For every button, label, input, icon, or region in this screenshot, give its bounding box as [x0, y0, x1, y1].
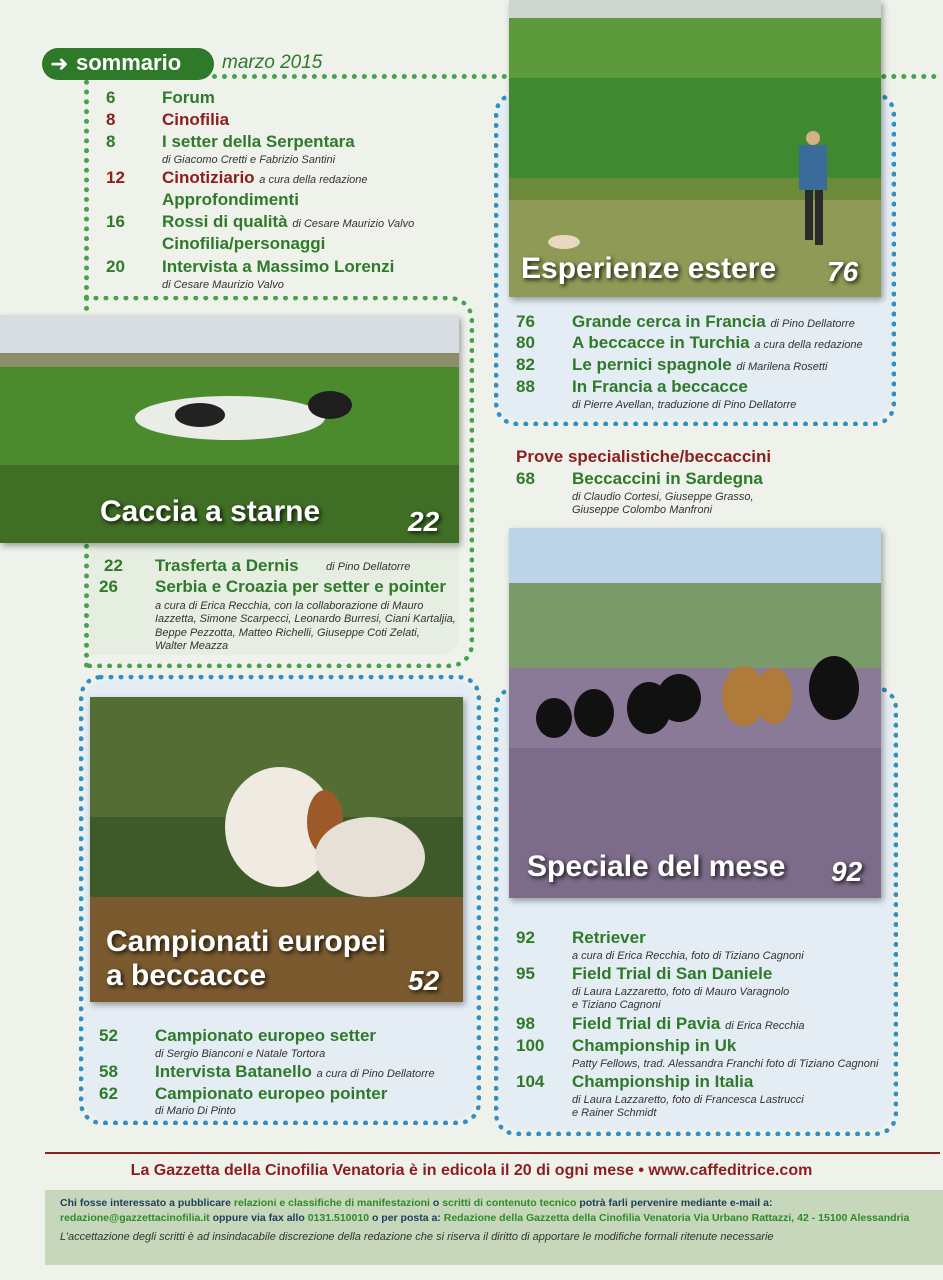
- toc-title-text: Field Trial di Pavia: [572, 1014, 721, 1033]
- toc-num: 16: [106, 212, 125, 231]
- toc-num: 68: [516, 469, 535, 488]
- toc-num: 104: [516, 1072, 545, 1091]
- toc-title: [572, 355, 827, 375]
- photo-page-num: 22: [408, 506, 440, 537]
- photo-speciale: [509, 528, 881, 898]
- toc-author: Giuseppe Colombo Manfroni: [572, 504, 713, 516]
- toc-author: a cura di Erica Recchia, foto di Tiziano Cagnoni: [572, 950, 804, 962]
- footer-disclaimer: L’accettazione degli scritti è ad insindacabile discrezione della redazione che si riserva il diritto di apportare le modifiche formali ritenute necessarie: [60, 1231, 774, 1243]
- toc-author: e Rainer Schmidt: [572, 1107, 657, 1119]
- toc-author: a cura della redazione: [259, 174, 368, 186]
- toc-title: Forum: [162, 88, 215, 107]
- toc-title-text: Intervista Batanello: [155, 1062, 312, 1081]
- photo-page-num: 92: [831, 856, 863, 887]
- photo-title: Speciale del mese: [527, 850, 786, 883]
- arrow-right-icon: ➜: [50, 51, 69, 76]
- toc-num: 12: [106, 168, 125, 187]
- toc-author: a cura di Erica Recchia, con la collaborazione di Mauro: [155, 600, 424, 612]
- footer-text: o per posta a:: [369, 1212, 444, 1224]
- footer-email[interactable]: redazione@gazzettacinofilia.it: [60, 1212, 210, 1224]
- toc-num: 76: [516, 312, 535, 331]
- photo-campionati: [90, 697, 463, 1002]
- toc-author: di Erica Recchia: [725, 1020, 805, 1032]
- toc-title: [572, 1014, 805, 1034]
- footer-text: o: [429, 1197, 443, 1209]
- toc-num: 82: [516, 355, 535, 374]
- footer-rule: [45, 1152, 940, 1154]
- footer-line2: [60, 1212, 909, 1224]
- photo-title: Caccia a starne: [100, 495, 321, 528]
- toc-author: e Tiziano Cagnoni: [572, 999, 661, 1011]
- toc-num: 6: [106, 88, 116, 107]
- toc-title-text: A beccacce in Turchia: [572, 333, 750, 352]
- toc-author: a cura della redazione: [754, 339, 863, 351]
- toc-author: di Laura Lazzaretto, foto di Francesca Lastrucci: [572, 1094, 804, 1106]
- toc-title: In Francia a beccacce: [572, 377, 748, 396]
- toc-title-text: Cinotiziario: [162, 168, 255, 187]
- toc-author: di Pino Dellatorre: [770, 318, 855, 330]
- toc-title: I setter della Serpentara: [162, 132, 355, 151]
- toc-title: Beccaccini in Sardegna: [572, 469, 763, 488]
- toc-author: di Mario Di Pinto: [155, 1105, 236, 1117]
- toc-title: [572, 312, 855, 332]
- toc-author: di Claudio Cortesi, Giuseppe Grasso,: [572, 491, 754, 503]
- toc-title: [162, 212, 414, 232]
- toc-author: di Pino Dellatorre: [326, 561, 411, 573]
- toc-title-text: Grande cerca in Francia: [572, 312, 766, 331]
- toc-num: 95: [516, 964, 535, 983]
- toc-title: [572, 333, 863, 353]
- toc-author: Patty Fellows, trad. Alessandra Franchi foto di Tiziano Cagnoni: [572, 1058, 879, 1070]
- toc-author: di Giacomo Cretti e Fabrizio Santini: [162, 154, 336, 166]
- toc-author: a cura di Pino Dellatorre: [316, 1068, 435, 1080]
- toc-num: 100: [516, 1036, 545, 1055]
- toc-section: Cinofilia/personaggi: [162, 234, 326, 253]
- toc-author: di Laura Lazzaretto, foto di Mauro Varagnolo: [572, 986, 790, 998]
- toc-author: di Marilena Rosetti: [736, 361, 828, 373]
- toc-author: Beppe Pezzotta, Matteo Richelli, Giuseppe Coti Zelati,: [155, 627, 420, 639]
- footer-fax: 0131.510010: [307, 1212, 370, 1224]
- toc-num: 20: [106, 257, 125, 276]
- toc-title: [155, 1062, 435, 1082]
- sommario-badge: [42, 48, 214, 80]
- toc-author: Iazzetta, Simone Scarpecci, Leonardo Burresi, Ciani Kartaljia,: [155, 613, 456, 625]
- toc-num: 58: [99, 1062, 118, 1081]
- footer-text: oppure via fax allo: [209, 1212, 308, 1224]
- toc-title: Campionato europeo pointer: [155, 1084, 388, 1103]
- toc-section: Cinofilia: [162, 110, 230, 129]
- footer-text: Chi fosse interessato a pubblicare: [60, 1197, 234, 1209]
- toc-author: di Pierre Avellan, traduzione di Pino Dellatorre: [572, 399, 797, 411]
- toc-num: 8: [106, 132, 116, 151]
- photo-page-num: 52: [408, 965, 440, 996]
- toc-author: di Cesare Maurizio Valvo: [162, 279, 284, 291]
- photo-title: a beccacce: [106, 959, 267, 992]
- toc-author: Walter Meazza: [155, 640, 229, 652]
- photo-retrievers: [509, 528, 881, 898]
- footer-banner: La Gazzetta della Cinofilia Venatoria è in edicola il 20 di ogni mese • www.caffeditrice.com: [130, 1162, 813, 1179]
- toc-title-text: Le pernici spagnole: [572, 355, 732, 374]
- toc-section: Prove specialistiche/beccaccini: [516, 447, 772, 466]
- toc-title: Field Trial di San Daniele: [572, 964, 773, 983]
- toc-num: 92: [516, 928, 535, 947]
- toc-num: 52: [99, 1026, 118, 1045]
- toc-num: 26: [99, 577, 118, 596]
- toc-author: di Sergio Bianconi e Natale Tortora: [155, 1048, 326, 1060]
- footer-highlight: scritti di contenuto tecnico: [442, 1197, 577, 1209]
- toc-title: Intervista a Massimo Lorenzi: [162, 257, 395, 276]
- photo-caccia: [0, 315, 459, 543]
- issue-date: marzo 2015: [222, 52, 323, 73]
- toc-title: Championship in Italia: [572, 1072, 754, 1091]
- toc-num: 98: [516, 1014, 535, 1033]
- toc-num: 8: [106, 110, 116, 129]
- toc-title: Campionato europeo setter: [155, 1026, 377, 1045]
- toc-title: Retriever: [572, 928, 646, 947]
- footer-address: Redazione della Gazzetta della Cinofilia Venatoria Via Urbano Rattazzi, 42 - 15100 Alessandria: [443, 1212, 910, 1224]
- footer-highlight: relazioni e classifiche di manifestazioni: [233, 1197, 430, 1209]
- toc-title: [162, 168, 368, 188]
- photo-esperienze: [509, 0, 881, 297]
- toc-num: 62: [99, 1084, 118, 1103]
- toc-num: 80: [516, 333, 535, 352]
- toc-section: Approfondimenti: [162, 190, 299, 209]
- photo-title: Esperienze estere: [521, 252, 777, 285]
- toc-author: di Cesare Maurizio Valvo: [292, 218, 415, 230]
- footer-line1: [60, 1197, 772, 1209]
- footer-text: potrà farli pervenire mediante e-mail a:: [576, 1197, 773, 1209]
- toc-title-text: Rossi di qualità: [162, 212, 288, 231]
- toc-title: Trasferta a Dernis: [155, 556, 299, 575]
- badge-label: sommario: [76, 50, 182, 75]
- photo-page-num: 76: [827, 256, 859, 287]
- toc-num: 22: [104, 556, 123, 575]
- toc-title: Championship in Uk: [572, 1036, 737, 1055]
- toc-num: 88: [516, 377, 535, 396]
- toc-title: Serbia e Croazia per setter e pointer: [155, 577, 446, 596]
- photo-title: Campionati europei: [106, 925, 387, 958]
